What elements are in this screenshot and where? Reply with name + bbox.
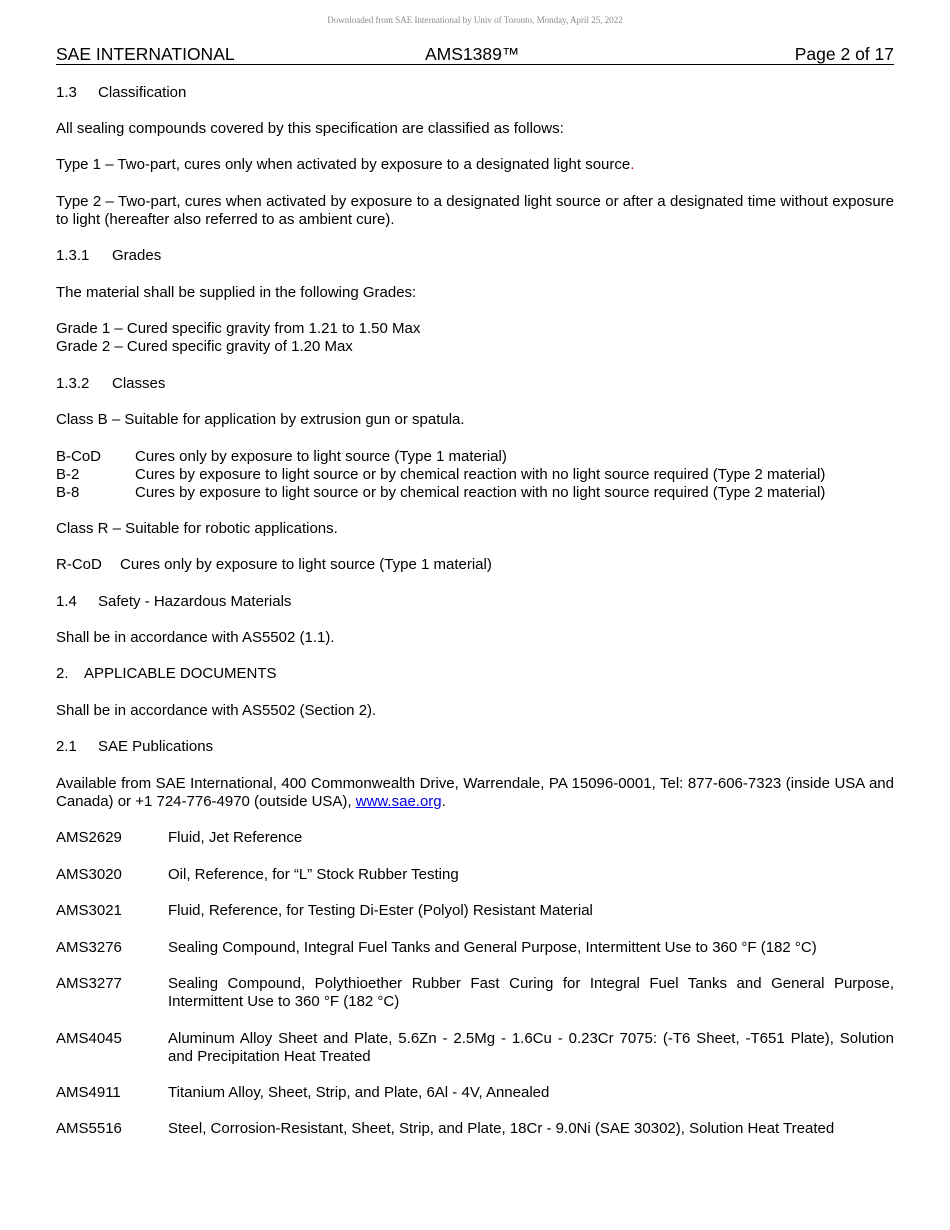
reference-code: AMS2629 [56,829,122,846]
reference-title: Fluid, Jet Reference [168,829,303,846]
section-1-3-heading [56,84,186,102]
section-number: 1.3.2 [56,375,90,392]
class-description: Cures by exposure to light source or by chemical reaction with no light source required (Type 2 material) [135,466,826,483]
class-code: B-2 [56,466,80,483]
download-watermark: Downloaded from SAE International by Univ of Toronto, Monday, April 25, 2022 [327,15,623,25]
type-1-period: . [630,156,635,173]
class-code: B-CoD [56,448,102,465]
section-2-1-heading [56,738,213,756]
sae-address-end: . [441,793,446,810]
sae-publications-text [56,775,894,811]
class-r-definition: Class R – Suitable for robotic applications. [56,520,338,537]
reference-title: Oil, Reference, for “L” Stock Rubber Testing [168,866,459,883]
classification-intro: All sealing compounds covered by this specification are classified as follows: [56,120,564,137]
grade-2: Grade 2 – Cured specific gravity of 1.20 Max [56,338,353,355]
section-title: SAE Publications [98,738,214,755]
reference-title: Aluminum Alloy Sheet and Plate, 5.6Zn - 2.5Mg - 1.6Cu - 0.23Cr 7075: (-T6 Sheet, -T651 Plate), Solution and Precipitation Heat Treated [168,1030,894,1065]
reference-code: AMS4911 [56,1084,121,1101]
class-description: Cures only by exposure to light source (Type 1 material) [135,448,507,465]
section-title: Safety - Hazardous Materials [98,593,292,610]
section-number: 1.4 [56,593,77,610]
type-1-definition [56,156,634,174]
sae-address-text: Available from SAE International, 400 Commonwealth Drive, Warrendale, PA 15096-0001, Tel: 877-606-7323 (inside USA and Canada) or +1 724-776-4970 (outside USA), [56,775,894,810]
type-1-text: Type 1 – Two-part, cures only when activated by exposure to a designated light source [56,156,631,173]
class-r-item [56,556,492,574]
section-1-4-heading [56,593,291,611]
safety-text: Shall be in accordance with AS5502 (1.1). [56,629,335,646]
reference-title: Steel, Corrosion-Resistant, Sheet, Strip, and Plate, 18Cr - 9.0Ni (SAE 30302), Solution Heat Treated [168,1120,835,1137]
header-doc-number: AMS1389™ [425,44,520,64]
sae-website-link[interactable]: www.sae.org [355,793,442,810]
reference-title: Titanium Alloy, Sheet, Strip, and Plate, 6Al - 4V, Annealed [168,1084,550,1101]
section-title: Classes [112,375,166,392]
section-number: 1.3 [56,84,77,101]
reference-code: AMS3021 [56,902,122,919]
section-number: 2. [56,665,69,682]
applicable-documents-text: Shall be in accordance with AS5502 (Section 2). [56,702,377,719]
class-code: R-CoD [56,556,102,573]
section-number: 1.3.1 [56,247,90,264]
reference-title: Sealing Compound, Integral Fuel Tanks and General Purpose, Intermittent Use to 360 °F (182 °C) [168,939,817,956]
reference-code: AMS5516 [56,1120,122,1137]
reference-code: AMS4045 [56,1030,122,1047]
section-title: APPLICABLE DOCUMENTS [84,665,277,682]
class-description: Cures by exposure to light source or by chemical reaction with no light source required (Type 2 material) [135,484,826,501]
reference-title: Fluid, Reference, for Testing Di-Ester (Polyol) Resistant Material [168,902,593,919]
type-2-definition: Type 2 – Two-part, cures when activated by exposure to a designated light source or after a designated time without exposure to light (hereafter also referred to as ambient cure). [56,193,894,228]
header-page-number: Page 2 of 17 [794,44,894,64]
class-b-definition: Class B – Suitable for application by extrusion gun or spatula. [56,411,465,428]
reference-code: AMS3277 [56,975,122,992]
header-org: SAE INTERNATIONAL [56,44,235,64]
reference-title: Sealing Compound, Polythioether Rubber Fast Curing for Integral Fuel Tanks and General Purpose, Intermittent Use to 360 °F (182 °C) [168,975,894,1010]
class-description: Cures only by exposure to light source (Type 1 material) [120,556,492,573]
section-1-3-2-heading [56,375,165,393]
section-number: 2.1 [56,738,77,755]
section-title: Grades [112,247,162,264]
section-title: Classification [98,84,187,101]
class-b-list [0,448,950,502]
grades-intro: The material shall be supplied in the following Grades: [56,284,417,301]
reference-code: AMS3276 [56,939,122,956]
page-header [56,44,894,65]
section-1-3-1-heading [56,247,161,265]
class-code: B-8 [56,484,80,501]
reference-list [0,829,950,1149]
reference-code: AMS3020 [56,866,122,883]
grade-1: Grade 1 – Cured specific gravity from 1.21 to 1.50 Max [56,320,421,337]
section-2-heading [56,665,277,683]
